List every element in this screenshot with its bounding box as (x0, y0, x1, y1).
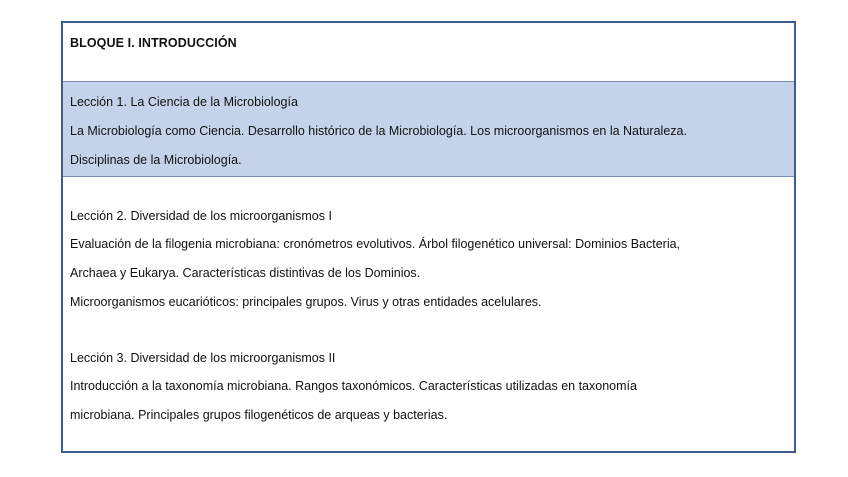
lesson-2-line-1: Evaluación de la filogenia microbiana: cronómetros evolutivos. Árbol filogenético universal: Dominios Bacteria, (70, 237, 681, 251)
lessons-body (63, 177, 794, 453)
lesson-3-line-1: Introducción a la taxonomía microbiana. Rangos taxonómicos. Características utilizadas en taxonomía (70, 379, 637, 393)
block-header-row (63, 23, 794, 82)
lesson-3-title: Lección 3. Diversidad de los microorganismos II (70, 351, 336, 365)
lesson-1-line-1: La Microbiología como Ciencia. Desarrollo histórico de la Microbiología. Los microorganismos en la Naturaleza. (70, 124, 687, 138)
lesson-2-line-2: Archaea y Eukarya. Características distintivas de los Dominios. (70, 266, 421, 280)
block-title: BLOQUE I. INTRODUCCIÓN (70, 36, 237, 50)
syllabus-table (61, 21, 796, 453)
lesson-1-title: Lección 1. La Ciencia de la Microbiología (70, 95, 298, 109)
lesson-3-line-2: microbiana. Principales grupos filogenéticos de arqueas y bacterias. (70, 408, 448, 422)
lesson-1-line-2: Disciplinas de la Microbiología. (70, 153, 242, 167)
lesson-2-line-3: Microorganismos eucarióticos: principales grupos. Virus y otras entidades acelulares. (70, 295, 542, 309)
lesson-1-section (63, 82, 794, 177)
lesson-2-title: Lección 2. Diversidad de los microorganismos I (70, 209, 332, 223)
